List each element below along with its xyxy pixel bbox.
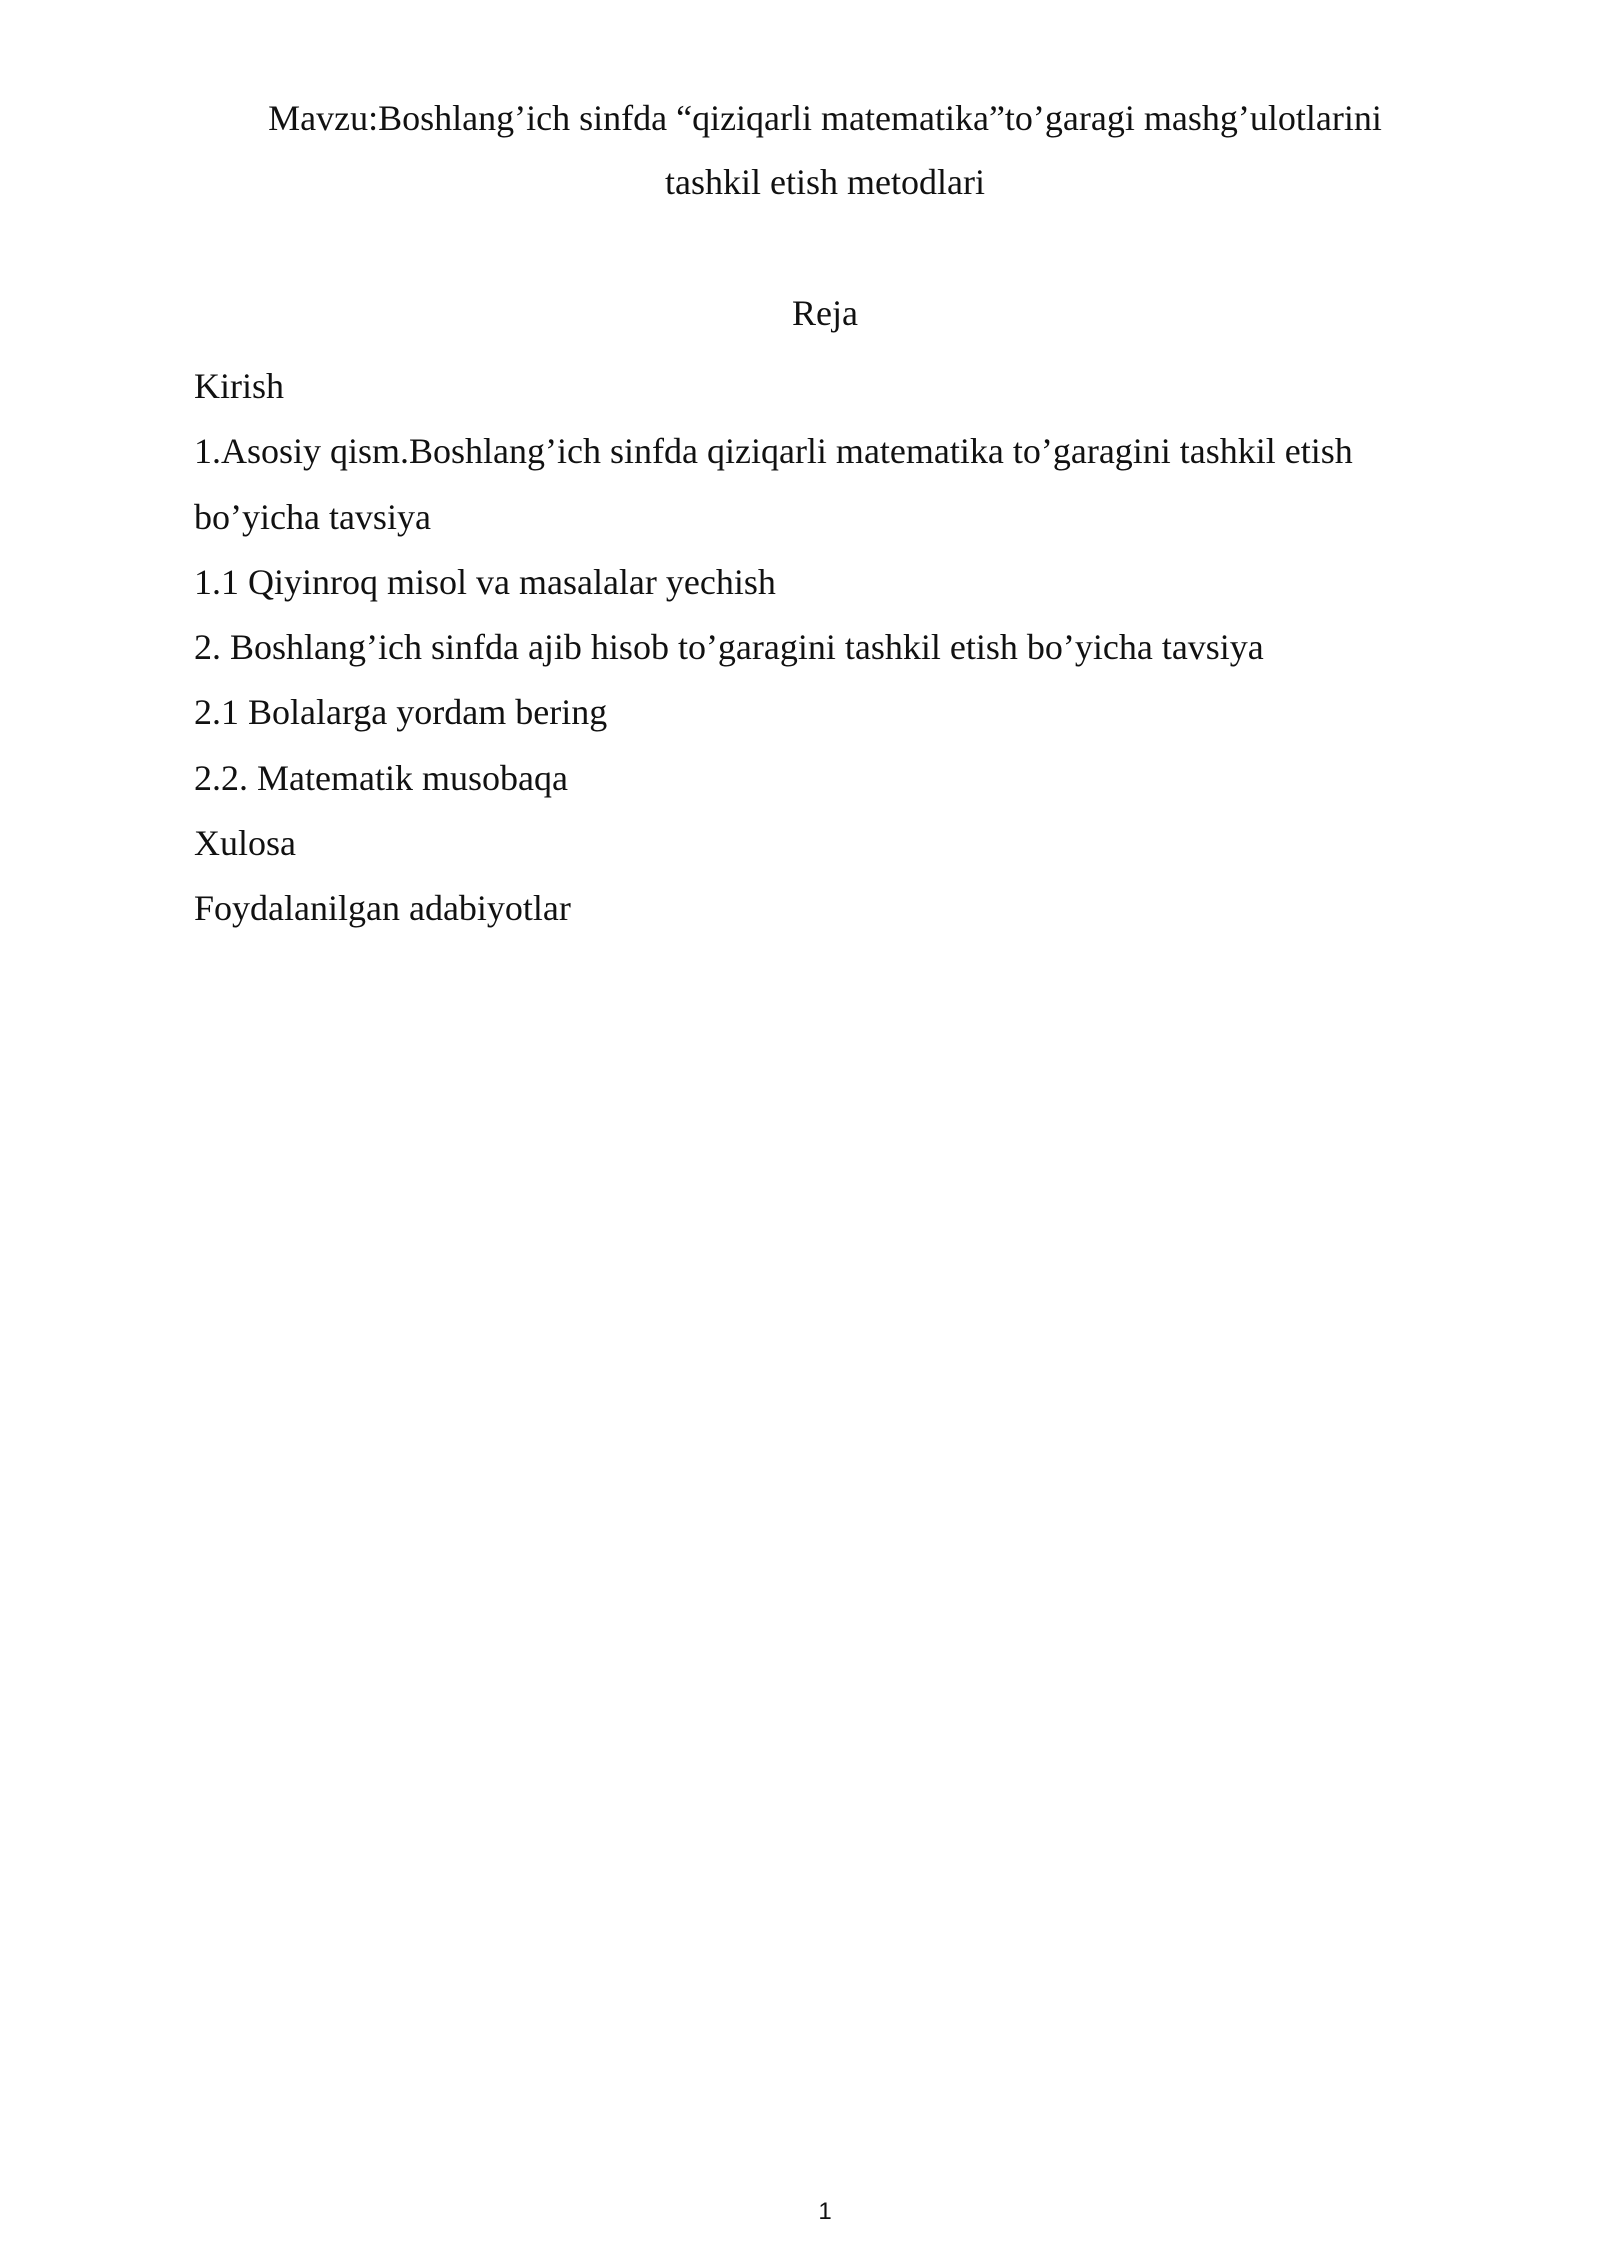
plan-item-2-1: 2.1 Bolalarga yordam bering bbox=[194, 692, 608, 733]
plan-item-2: 2. Boshlang’ich sinfda ajib hisob to’garagini tashkil etish bo’yicha tavsiya bbox=[194, 627, 1264, 668]
plan-item-2-2: 2.2. Matematik musobaqa bbox=[194, 757, 568, 798]
page-number: 1 bbox=[818, 2198, 832, 2225]
plan-list bbox=[194, 354, 1494, 942]
plan-item-1-1: 1.1 Qiyinroq misol va masalalar yechish bbox=[194, 561, 776, 602]
plan-item-references: Foydalanilgan adabiyotlar bbox=[194, 888, 571, 929]
plan-item-main-part-continuation: bo’yicha tavsiya bbox=[194, 496, 431, 537]
plan-item-main-part: 1.Asosiy qism.Boshlang’ich sinfda qiziqarli matematika to’garagini tashkil etish bbox=[194, 431, 1353, 472]
plan-item-introduction: Kirish bbox=[194, 366, 284, 406]
document-title-line-1: Mavzu:Boshlang’ich sinfda “qiziqarli matematika”to’garagi mashg’ulotlarini bbox=[268, 98, 1382, 138]
plan-heading: Reja bbox=[792, 293, 858, 333]
document-title-line-2: tashkil etish metodlari bbox=[665, 162, 985, 202]
plan-item-conclusion: Xulosa bbox=[194, 823, 296, 864]
